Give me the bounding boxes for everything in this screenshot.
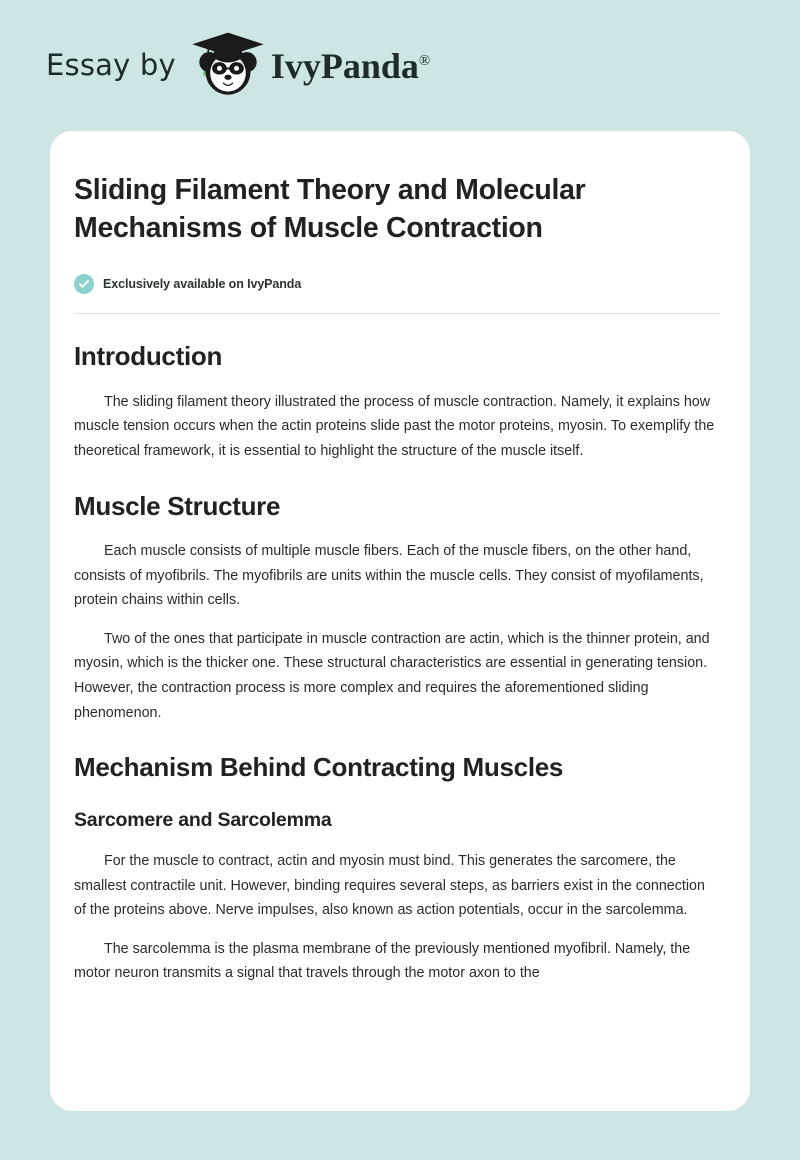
exclusivity-badge [74, 274, 720, 294]
panda-graduate-icon [189, 28, 267, 104]
check-circle-icon [74, 274, 94, 294]
section-heading-muscle-structure: Muscle Structure [74, 490, 281, 521]
section-heading-introduction: Introduction [74, 341, 223, 372]
document-card [50, 131, 750, 1111]
essay-by-label: Essay by [46, 48, 176, 82]
paragraph: Two of the ones that participate in muscle contraction are actin, which is the thinner protein, and myosin, which is the thicker one. These structural characteristics are essential in generating tension. However, the contraction process is more complex and requires the aforementioned sliding phenomenon. [74, 630, 710, 721]
header-divider [74, 313, 720, 314]
ivypanda-logo[interactable] [189, 28, 430, 104]
paragraph: The sarcolemma is the plasma membrane of the previously mentioned myofibril. Namely, the motor neuron transmits a signal that travels through the motor axon to the [74, 940, 691, 982]
wordmark-text: IvyPanda [270, 45, 419, 86]
subsection-heading-sarcomere: Sarcomere and Sarcolemma [74, 808, 332, 831]
section-heading-mechanism: Mechanism Behind Contracting Muscles [74, 752, 564, 783]
paragraph: For the muscle to contract, actin and myosin must bind. This generates the sarcomere, the smallest contractile unit. However, binding requires several steps, as barriers exist in the connection of the proteins above. Nerve impulses, also known as action potentials, occur in the sarcolemma. [74, 853, 705, 919]
registered-trademark-icon: ® [418, 52, 431, 69]
page-title: Sliding Filament Theory and Molecular Mechanisms of Muscle Contraction [74, 174, 586, 245]
paragraph: Each muscle consists of multiple muscle fibers. Each of the muscle fibers, on the other hand, consists of myofibrils. The myofibrils are units within the muscle cells. They consist of myofilaments, protein chains within cells. [74, 543, 704, 609]
brand-header [0, 0, 800, 131]
exclusivity-label: Exclusively available on IvyPanda [103, 277, 302, 292]
ivypanda-wordmark [270, 45, 431, 86]
paragraph: The sliding filament theory illustrated the process of muscle contraction. Namely, it explains how muscle tension occurs when the actin proteins slide past the motor proteins, myosin. To exemplify the theoretical framework, it is essential to highlight the structure of the muscle itself. [74, 393, 715, 460]
